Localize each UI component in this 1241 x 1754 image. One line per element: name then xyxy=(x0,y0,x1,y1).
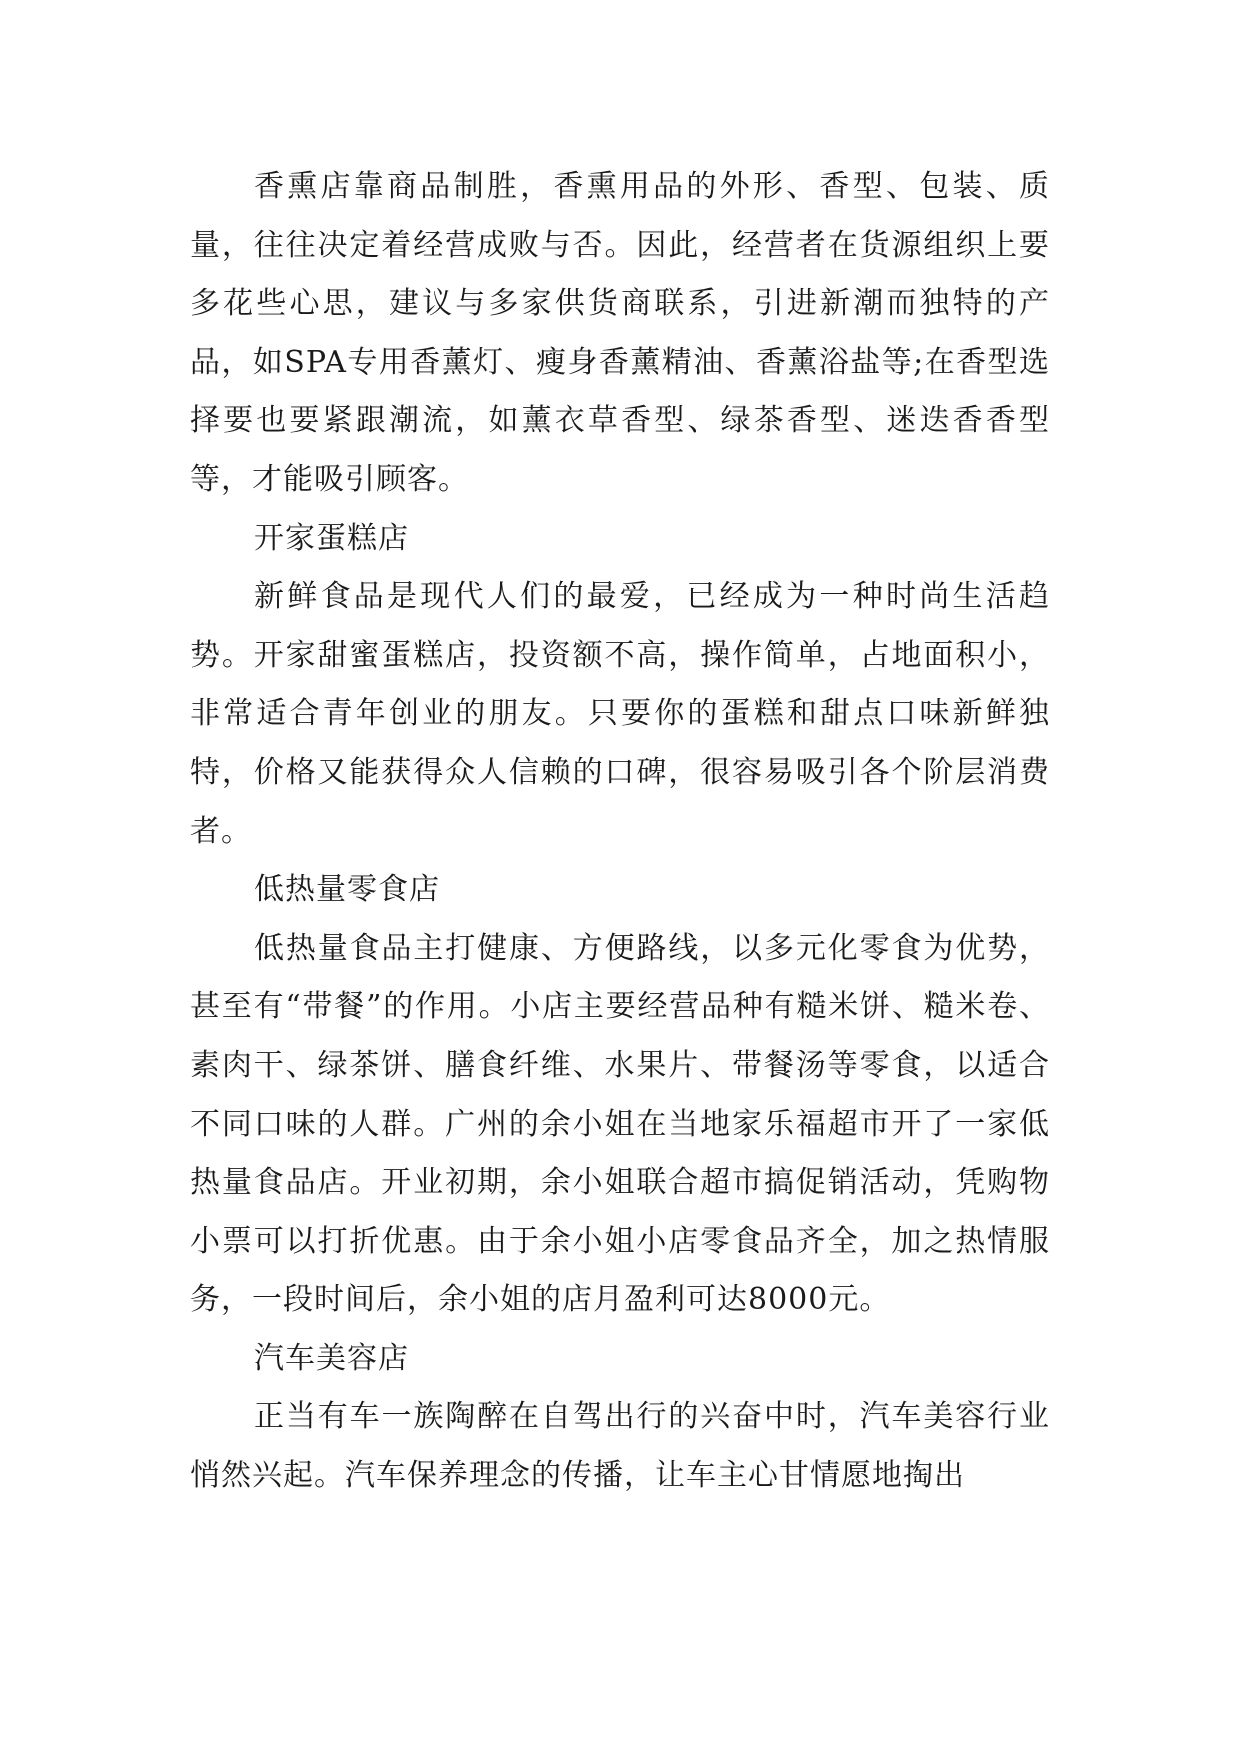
heading-car-beauty-shop: 汽车美容店 xyxy=(254,1340,409,1376)
heading-cake-shop: 开家蛋糕店 xyxy=(254,520,409,556)
paragraph-low-calorie-snack-store: 低热量食品主打健康、方便路线，以多元化零食为优势，甚至有“带餐”的作用。小店主要经营品种有糙米饼、糙米卷、素肉干、绿茶饼、膳食纤维、水果片、带餐汤等零食，以适合不同口味的人群。广州的余小姐在当地家乐福超市开了一家低热量食品店。开业初期，余小姐联合超市搞促销活动，凭购物小票可以打折优惠。由于余小姐小店零食品齐全，加之热情服务，一段时间后，余小姐的店月盈利可达8000元。 xyxy=(190,930,1050,1318)
heading-low-calorie-snack-store: 低热量零食店 xyxy=(254,872,440,908)
paragraph-cake-shop: 新鲜食品是现代人们的最爱，已经成为一种时尚生活趋势。开家甜蜜蛋糕店，投资额不高，操作简单，占地面积小，非常适合青年创业的朋友。只要你的蛋糕和甜点口味新鲜独特，价格又能获得众人信赖的口碑，很容易吸引各个阶层消费者。 xyxy=(190,579,1050,849)
paragraph-car-beauty-shop: 正当有车一族陶醉在自驾出行的兴奋中时，汽车美容行业悄然兴起。汽车保养理念的传播，让车主心甘情愿地掏出 xyxy=(190,1399,1050,1494)
document-body xyxy=(190,158,1050,1506)
paragraph-aromatherapy-store: 香熏店靠商品制胜，香熏用品的外形、香型、包装、质量，往往决定着经营成败与否。因此，经营者在货源组织上要多花些心思，建议与多家供货商联系，引进新潮而独特的产品，如SPA专用香薰灯、瘦身香薰精油、香薰浴盐等;在香型选择要也要紧跟潮流，如薰衣草香型、绿茶香型、迷迭香香型等，才能吸引顾客。 xyxy=(190,169,1050,497)
